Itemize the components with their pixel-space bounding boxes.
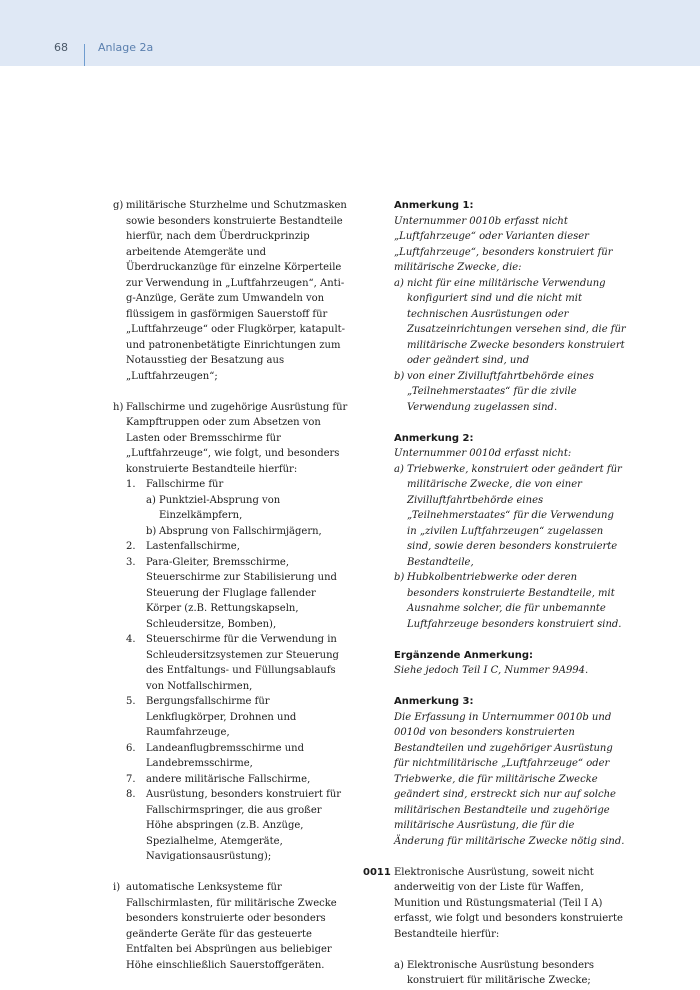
list-item	[126, 787, 348, 865]
note-item-text: von einer Zivilluftfahrtbehörde eines „Teilnehmerstaates“ für die zivile Verwendung zugelassen sind.	[407, 370, 594, 413]
list-item	[126, 539, 348, 555]
sub-list-item	[146, 493, 348, 524]
list-item	[126, 694, 348, 741]
item-g	[113, 198, 348, 384]
list-number: 4.	[126, 634, 136, 645]
sub-list-text: Absprung von Fallschirmjägern,	[159, 525, 322, 537]
entry-item-text: Elektronische Ausrüstung besonders konstruiert für militärische Zwecke;	[407, 959, 594, 986]
page-number: 68	[54, 41, 68, 54]
sub-list-label: b)	[146, 525, 157, 537]
note-text: Die Erfassung in Unternummer 0010b und 0010d von besonders konstruierten Bestandteilen und zugehöriger Ausrüstung für nichtmilitärische „Luftfahrzeuge“ oder Triebwerke, die für militärische Zwecke geändert sind, erstreckt sich nur auf solche militärischen Bestandteile und zugehörige militärische Ausrüstung, die für die Änderung für militärische Zwecke nötig sind.	[394, 711, 625, 847]
item-label: g)	[113, 200, 124, 211]
item-label: i)	[113, 882, 121, 893]
list-number: 7.	[126, 773, 136, 785]
list-text: Steuerschirme für die Verwendung in Schleudersitzsystemen zur Steuerung des Entfaltungs- und Füllungsablaufs von Notfallschirmen,	[146, 634, 339, 692]
page-header	[0, 0, 700, 66]
note-item-label: b)	[394, 572, 405, 583]
note-item-text: Hubkolbentriebwerke oder deren besonders konstruierte Bestandteile, mit Ausnahme solcher, die für unbemannte Luftfahrzeuge besonders konstruiert sind.	[407, 572, 622, 630]
note-item-label: b)	[394, 370, 405, 382]
note-3	[394, 694, 626, 849]
note-item	[394, 369, 626, 416]
note-intro: Unternummer 0010d erfasst nicht:	[394, 448, 572, 459]
right-column	[363, 198, 626, 989]
note-item	[394, 276, 626, 369]
sub-list-text: Punktziel-Absprung von Einzelkämpfern,	[159, 494, 281, 521]
note-title: Anmerkung 1:	[394, 200, 474, 211]
item-i	[113, 880, 348, 973]
list-number: 2.	[126, 541, 136, 552]
list-text: Para-Gleiter, Bremsschirme, Steuerschirme zur Stabilisierung und Steuerung der Fluglage fallender Körper (z.B. Rettungskapseln, Schleudersitze, Bomben),	[146, 556, 337, 630]
list-item	[126, 632, 348, 694]
note-text: Siehe jedoch Teil I C, Nummer 9A994.	[394, 665, 589, 676]
item-text: automatische Lenksysteme für Fallschirmlasten, für militärische Zwecke besonders konstruierte oder besonders geänderte Geräte für das gesteuerte Entfalten bei Absprüngen aus beliebiger Höhe einschließlich Sauerstoffgeräten.	[126, 882, 337, 971]
list-number: 3.	[126, 556, 136, 568]
list-number: 1.	[126, 479, 136, 490]
entry-code: 0011	[363, 866, 391, 878]
list-item	[126, 741, 348, 772]
list-text: Landeanflugbremsschirme und Landebremsschirme,	[146, 742, 305, 769]
entry-0011	[363, 865, 626, 989]
note-item	[394, 570, 626, 632]
list-item	[126, 772, 348, 788]
sub-list	[146, 493, 348, 540]
note-intro: Unternummer 0010b erfasst nicht „Luftfahrzeuge“ oder Varianten dieser „Luftfahrzeuge“, besonders konstruiert für militärische Zwecke, die:	[394, 215, 613, 273]
entry-text: Elektronische Ausrüstung, soweit nicht anderweitig von der Liste für Waffen, Munition und Rüstungsmaterial (Teil I A) erfasst, wie folgt und besonders konstruierte Bestandteile hierfür:	[394, 866, 623, 940]
list-number: 5.	[126, 696, 136, 707]
note-item-text: nicht für eine militärische Verwendung konfiguriert sind und die nicht mit technischen Ausrüstungen oder Zusatzeinrichtungen versehen sind, die für militärische Zwecke besonders konstruiert oder geändert sind, und	[407, 277, 626, 366]
note-title: Anmerkung 3:	[394, 696, 474, 707]
item-label: h)	[113, 401, 124, 413]
supplementary-note	[394, 648, 626, 679]
item-text: Fallschirme und zugehörige Ausrüstung für Kampftruppen oder zum Absetzen von Lasten oder Bremsschirme für „Luftfahrzeuge“, wie folgt, und besonders konstruierte Bestandteile hierfür:	[126, 401, 348, 475]
item-text: militärische Sturzhelme und Schutzmasken sowie besonders konstruierte Bestandteile hierfür, nach dem Überdruckprinzip arbeitende Atemgeräte und Überdruckanzüge für einzelne Körperteile zur Verwendung in „Luftfahrzeugen“, Anti-g-Anzüge, Geräte zum Umwandeln von flüssigem in gasförmigen Sauerstoff für „Luftfahrzeuge“ oder Flugkörper, katapult- und patronenbetätigte Einrichtungen zum Notausstieg der Besatzung aus „Luftfahrzeugen“;	[126, 200, 347, 382]
list-text: Bergungsfallschirme für Lenkflugkörper, Drohnen und Raumfahrzeuge,	[146, 696, 297, 738]
list-text: Fallschirme für	[146, 479, 224, 490]
note-item	[394, 462, 626, 571]
note-title: Anmerkung 2:	[394, 432, 474, 444]
header-title: Anlage 2a	[98, 41, 154, 54]
note-2	[394, 431, 626, 633]
header-divider	[84, 44, 85, 66]
parachute-list	[126, 477, 348, 865]
sub-list-label: a)	[146, 494, 156, 506]
note-title: Ergänzende Anmerkung:	[394, 649, 533, 661]
left-column	[113, 198, 348, 989]
list-number: 6.	[126, 742, 136, 754]
item-h	[113, 400, 348, 865]
entry-item-label: a)	[394, 959, 404, 971]
note-item-label: a)	[394, 277, 404, 289]
note-item-label: a)	[394, 463, 404, 475]
note-1	[394, 198, 626, 415]
list-text: Ausrüstung, besonders konstruiert für Fallschirmspringer, die aus großer Höhe abspringen (z.B. Anzüge, Spezialhelme, Atemgeräte, Navigationsausrüstung);	[146, 789, 342, 862]
entry-item	[394, 958, 626, 989]
list-text: Lastenfallschirme,	[146, 541, 240, 552]
note-item-text: Triebwerke, konstruiert oder geändert für militärische Zwecke, die von einer Zivilluftfahrtbehörde eines „Teilnehmerstaates“ für die Verwendung in „zivilen Luftfahrzeugen“ zugelassen sind, sowie deren besonders konstruierte Bestandteile,	[407, 463, 622, 568]
list-item	[126, 477, 348, 539]
list-number: 8.	[126, 789, 136, 800]
sub-list-item	[146, 524, 348, 540]
list-item	[126, 555, 348, 633]
list-text: andere militärische Fallschirme,	[146, 773, 311, 785]
